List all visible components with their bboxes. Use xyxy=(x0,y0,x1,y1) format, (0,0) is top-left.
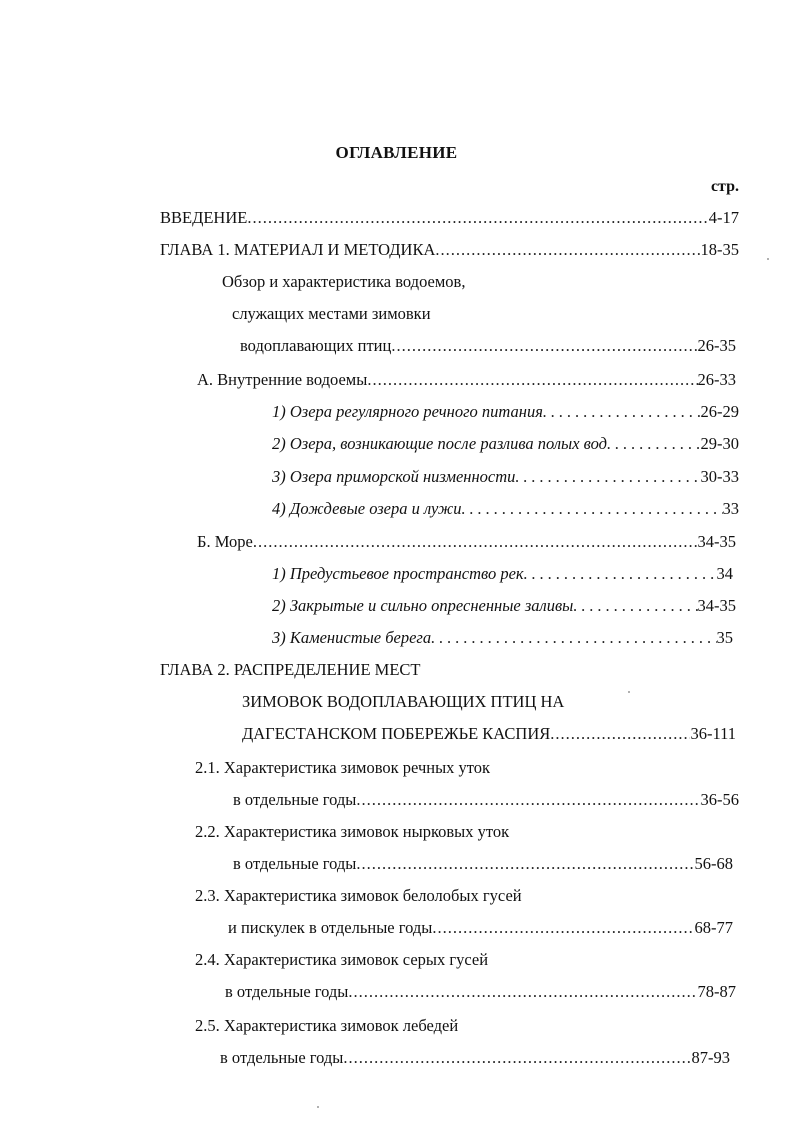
toc-entry-text: в отдельные годы xyxy=(233,854,357,873)
toc-entry-page: 78-87 xyxy=(697,982,736,1001)
leader-dots xyxy=(524,562,717,586)
scan-speck xyxy=(767,258,769,260)
toc-entry-page: 30-33 xyxy=(700,467,739,486)
leader-dots xyxy=(253,530,698,554)
toc-entry-page: 36-56 xyxy=(700,790,739,809)
toc-entry-text: А. Внутренние водоемы xyxy=(197,370,368,389)
toc-entry-text: ДАГЕСТАНСКОМ ПОБЕРЕЖЬЕ КАСПИЯ xyxy=(242,724,551,743)
toc-entry-section-2-4-years xyxy=(225,980,736,1004)
toc-entry-page: 34 xyxy=(716,564,733,583)
toc-entry-text: 4) Дождевые озера и лужи xyxy=(272,499,462,518)
leader-dots xyxy=(543,400,701,424)
leader-dots xyxy=(462,497,723,521)
toc-entry-chapter-2-line-1: ГЛАВА 2. РАСПРЕДЕЛЕНИЕ МЕСТ xyxy=(160,660,421,679)
toc-entry-page: 34-35 xyxy=(697,596,736,615)
toc-entry-lakes-flood xyxy=(272,432,739,456)
toc-entry-page: 35 xyxy=(716,628,733,647)
toc-entry-page: 26-33 xyxy=(697,370,736,389)
toc-entry-section-2-5-years xyxy=(220,1046,730,1070)
toc-entry-text: в отдельные годы xyxy=(233,790,357,809)
toc-entry-text: ГЛАВА 1. МАТЕРИАЛ И МЕТОДИКА xyxy=(160,240,436,259)
toc-entry-page: 26-29 xyxy=(700,402,739,421)
toc-entry-estuary xyxy=(272,562,733,586)
toc-entry-chapter-2 xyxy=(242,722,736,746)
toc-entry-closed-bays xyxy=(272,594,736,618)
toc-entry-text: 2) Закрытые и сильно опресненные заливы xyxy=(272,596,574,615)
leader-dots xyxy=(247,206,708,230)
leader-dots xyxy=(550,722,690,746)
toc-entry-section-2-2: 2.2. Характеристика зимовок нырковых уток xyxy=(195,822,510,841)
toc-entry-rocky-shores xyxy=(272,626,733,650)
toc-entry-sea xyxy=(197,530,736,554)
toc-entry-section-2-2-years xyxy=(233,852,733,876)
leader-dots xyxy=(435,238,700,262)
toc-entry-page: 87-93 xyxy=(691,1048,730,1067)
toc-entry-section-2-1-years xyxy=(233,788,739,812)
leader-dots xyxy=(432,916,694,940)
toc-entry-page: 4-17 xyxy=(708,208,739,227)
toc-entry-text: 2) Озера, возникающие после разлива полых вод xyxy=(272,434,607,453)
page-title: ОГЛАВЛЕНИЕ xyxy=(335,143,458,162)
toc-entry-text: в отдельные годы xyxy=(220,1048,344,1067)
toc-entry-chapter-2-line-2: ЗИМОВОК ВОДОПЛАВАЮЩИХ ПТИЦ НА xyxy=(242,692,565,711)
toc-entry-section-2-3: 2.3. Характеристика зимовок белолобых гусей xyxy=(195,886,522,905)
leader-dots xyxy=(607,432,701,456)
leader-dots xyxy=(356,788,700,812)
toc-entry-page: 68-77 xyxy=(694,918,733,937)
toc-entry-text: 1) Предустьевое пространство рек xyxy=(272,564,524,583)
toc-entry-rain-lakes xyxy=(272,497,739,521)
toc-entry-water-bodies xyxy=(240,334,736,358)
toc-entry-text: ВВЕДЕНИЕ xyxy=(160,208,248,227)
toc-entry-text: 1) Озера регулярного речного питания xyxy=(272,402,543,421)
toc-entry-lakes-river xyxy=(272,400,739,424)
leader-dots xyxy=(573,594,697,618)
toc-entry-section-2-3-years xyxy=(228,916,733,940)
toc-entry-page: 34-35 xyxy=(697,532,736,551)
scan-speck xyxy=(317,1106,319,1108)
toc-entry-text-line: служащих местами зимовки xyxy=(232,304,431,323)
toc-entry-text: водоплавающих птиц xyxy=(240,336,392,355)
toc-entry-section-2-5: 2.5. Характеристика зимовок лебедей xyxy=(195,1016,459,1035)
toc-entry-section-2-4: 2.4. Характеристика зимовок серых гусей xyxy=(195,950,489,969)
toc-entry-lakes-lowland xyxy=(272,465,739,489)
page-column-label: стр. xyxy=(710,178,739,195)
toc-entry-introduction xyxy=(160,206,739,230)
leader-dots xyxy=(431,626,716,650)
toc-entry-inland-waters xyxy=(197,368,736,392)
leader-dots xyxy=(343,1046,691,1070)
toc-entry-text: 3) Озера приморской низменности xyxy=(272,467,516,486)
toc-entry-page: 18-35 xyxy=(700,240,739,259)
toc-entry-section-2-1: 2.1. Характеристика зимовок речных уток xyxy=(195,758,491,777)
toc-entry-text: и пискулек в отдельные годы xyxy=(228,918,433,937)
leader-dots xyxy=(367,368,697,392)
leader-dots xyxy=(356,852,694,876)
toc-entry-page: 26-35 xyxy=(697,336,736,355)
toc-entry-text: в отдельные годы xyxy=(225,982,349,1001)
toc-entry-text-line: Обзор и характеристика водоемов, xyxy=(222,272,466,291)
toc-entry-text: 3) Каменистые берега xyxy=(272,628,432,647)
leader-dots xyxy=(515,465,700,489)
leader-dots xyxy=(391,334,697,358)
toc-entry-page: 36-111 xyxy=(690,724,736,743)
toc-entry-page: 33 xyxy=(722,499,739,518)
toc-entry-page: 29-30 xyxy=(700,434,739,453)
toc-entry-chapter-1 xyxy=(160,238,739,262)
toc-entry-page: 56-68 xyxy=(694,854,733,873)
scan-speck xyxy=(628,691,630,693)
leader-dots xyxy=(348,980,697,1004)
toc-entry-text: Б. Море xyxy=(197,532,253,551)
